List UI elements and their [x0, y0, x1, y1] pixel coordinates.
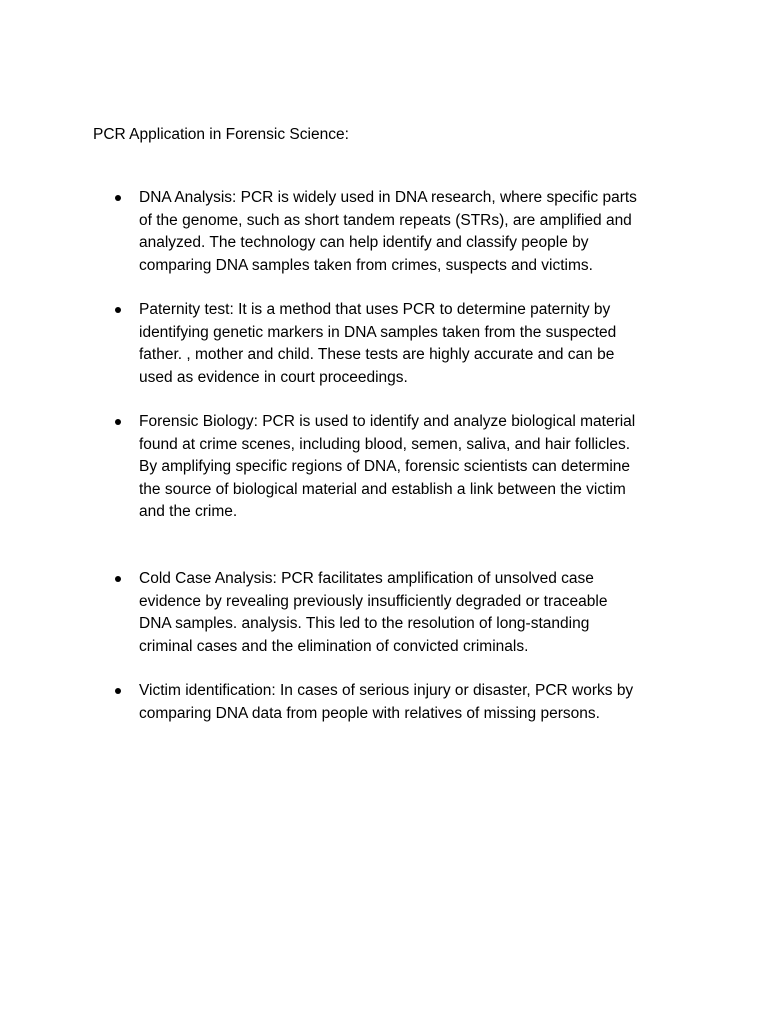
bullet-text: Victim identification: In cases of serious injury or disaster, PCR works by comparing DNA data from people with relatives of missing persons.: [139, 682, 634, 722]
bullet-text: Paternity test: It is a method that uses PCR to determine paternity by identifying genetic markers in DNA samples taken from the suspected father. , mother and child. These tests are highly accurate and can be used as evidence in court proceedings.: [139, 301, 617, 386]
bullet-icon: [115, 688, 121, 694]
bullet-item-cold-case-analysis: [139, 568, 679, 658]
bullet-icon: [115, 195, 121, 201]
document-title: PCR Application in Forensic Science:: [93, 126, 349, 143]
bullet-icon: [115, 419, 121, 425]
bullet-text: DNA Analysis: PCR is widely used in DNA research, where specific parts of the genome, such as short tandem repeats (STRs), are amplified and analyzed. The technology can help identify and classify people by comparing DNA samples taken from crimes, suspects and victims.: [139, 189, 637, 274]
bullet-text: Forensic Biology: PCR is used to identify and analyze biological material found at crime scenes, including blood, semen, saliva, and hair follicles. By amplifying specific regions of DNA, forensic scientists can determine the source of biological material and establish a link between the victim and the crime.: [139, 413, 636, 520]
bullet-item-dna-analysis: [139, 187, 679, 277]
bullet-item-victim-identification: [139, 680, 679, 725]
bullet-icon: [115, 307, 121, 313]
bullet-icon: [115, 576, 121, 582]
bullet-item-paternity-test: [139, 299, 679, 389]
bullet-item-forensic-biology: [139, 411, 679, 524]
bullet-text: Cold Case Analysis: PCR facilitates amplification of unsolved case evidence by revealing previously insufficiently degraded or traceable DNA samples. analysis. This led to the resolution of long-standing criminal cases and the elimination of convicted criminals.: [139, 570, 608, 655]
